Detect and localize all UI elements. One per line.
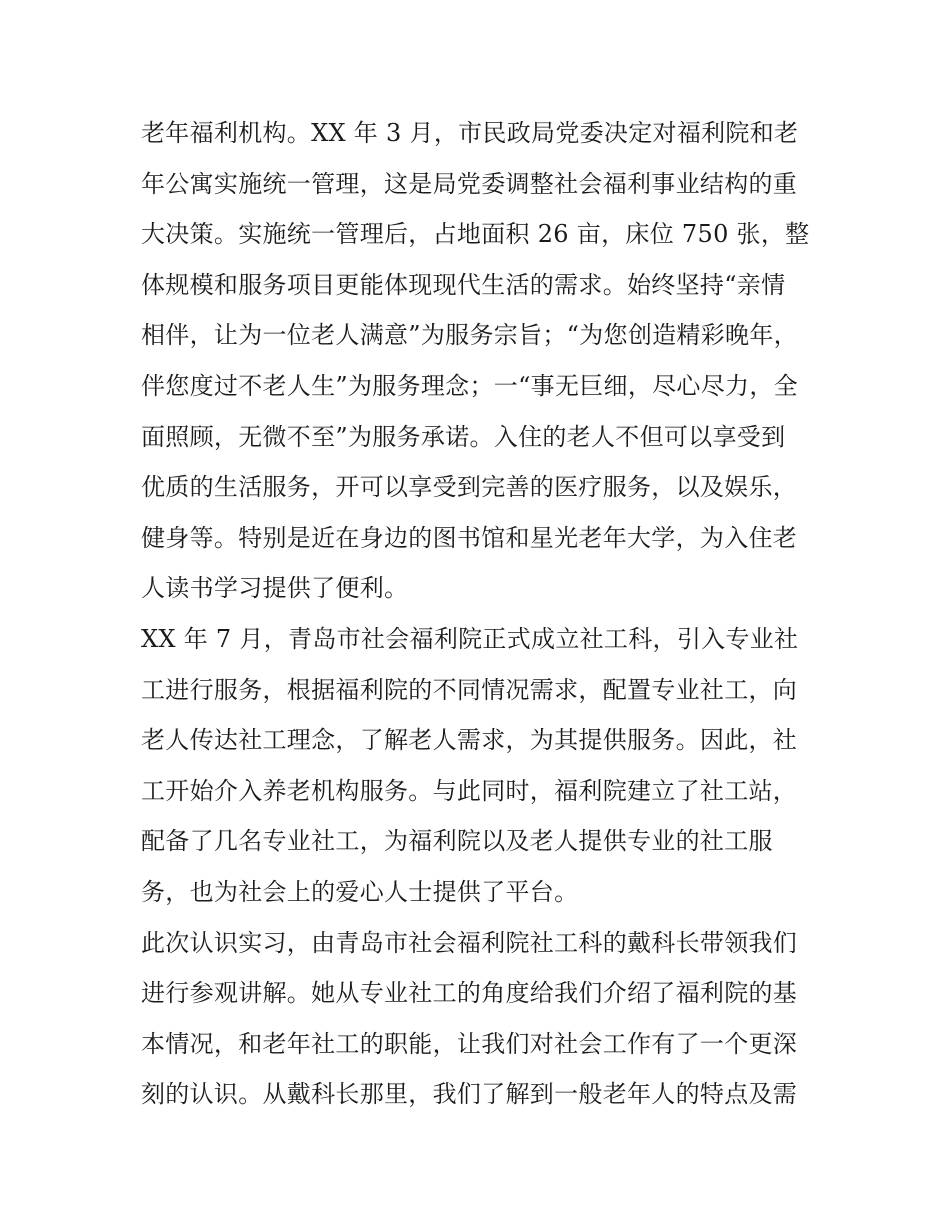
text-line: 大决策。实施统一管理后，占地面积 26 亩，床位 750 张，整 — [141, 220, 810, 249]
text-line: 体规模和服务项目更能体现现代生活的需求。始终坚持“亲情 — [141, 270, 786, 299]
text-line: 老人传达社工理念，了解老人需求，为其提供服务。因此，社 — [141, 726, 798, 755]
document-body — [141, 108, 831, 1120]
text-line: 优质的生活服务，开可以享受到完善的医疗服务，以及娱乐， — [141, 473, 798, 502]
text-line: 工开始介入养老机构服务。与此同时，福利院建立了社工站， — [141, 776, 798, 805]
text-line: 相伴，让为一位老人满意”为服务宗旨；“为您创造精彩晚年， — [141, 321, 798, 350]
text-line: 健身等。特别是近在身边的图书馆和星光老年大学，为入住老 — [141, 523, 798, 552]
text-line: 务，也为社会上的爱心人士提供了平台。 — [141, 877, 579, 906]
text-line: 人读书学习提供了便利。 — [141, 574, 409, 603]
text-line: 刻的认识。从戴科长那里，我们了解到一般老年人的特点及需 — [141, 1080, 798, 1109]
text-line: 进行参观讲解。她从专业社工的角度给我们介绍了福利院的基 — [141, 979, 798, 1008]
text-line: 配备了几名专业社工，为福利院以及老人提供专业的社工服 — [141, 827, 773, 856]
text-line: 工进行服务，根据福利院的不同情况需求，配置专业社工，向 — [141, 675, 798, 704]
text-line: 面照顾，无微不至”为服务承诺。入住的老人不但可以享受到 — [141, 422, 786, 451]
text-line: XX 年 7 月，青岛市社会福利院正式成立社工科，引入专业社 — [141, 624, 799, 653]
text-line: 年公寓实施统一管理，这是局党委调整社会福利事业结构的重 — [141, 169, 798, 198]
text-line: 伴您度过不老人生”为服务理念；一“事无巨细，尽心尽力，全 — [141, 371, 798, 400]
text-line: 本情况，和老年社工的职能，让我们对社会工作有了一个更深 — [141, 1029, 798, 1058]
text-line: 老年福利机构。XX 年 3 月，市民政局党委决定对福利院和老 — [141, 119, 799, 147]
text-line: 此次认识实习，由青岛市社会福利院社工科的戴科长带领我们 — [141, 928, 798, 957]
